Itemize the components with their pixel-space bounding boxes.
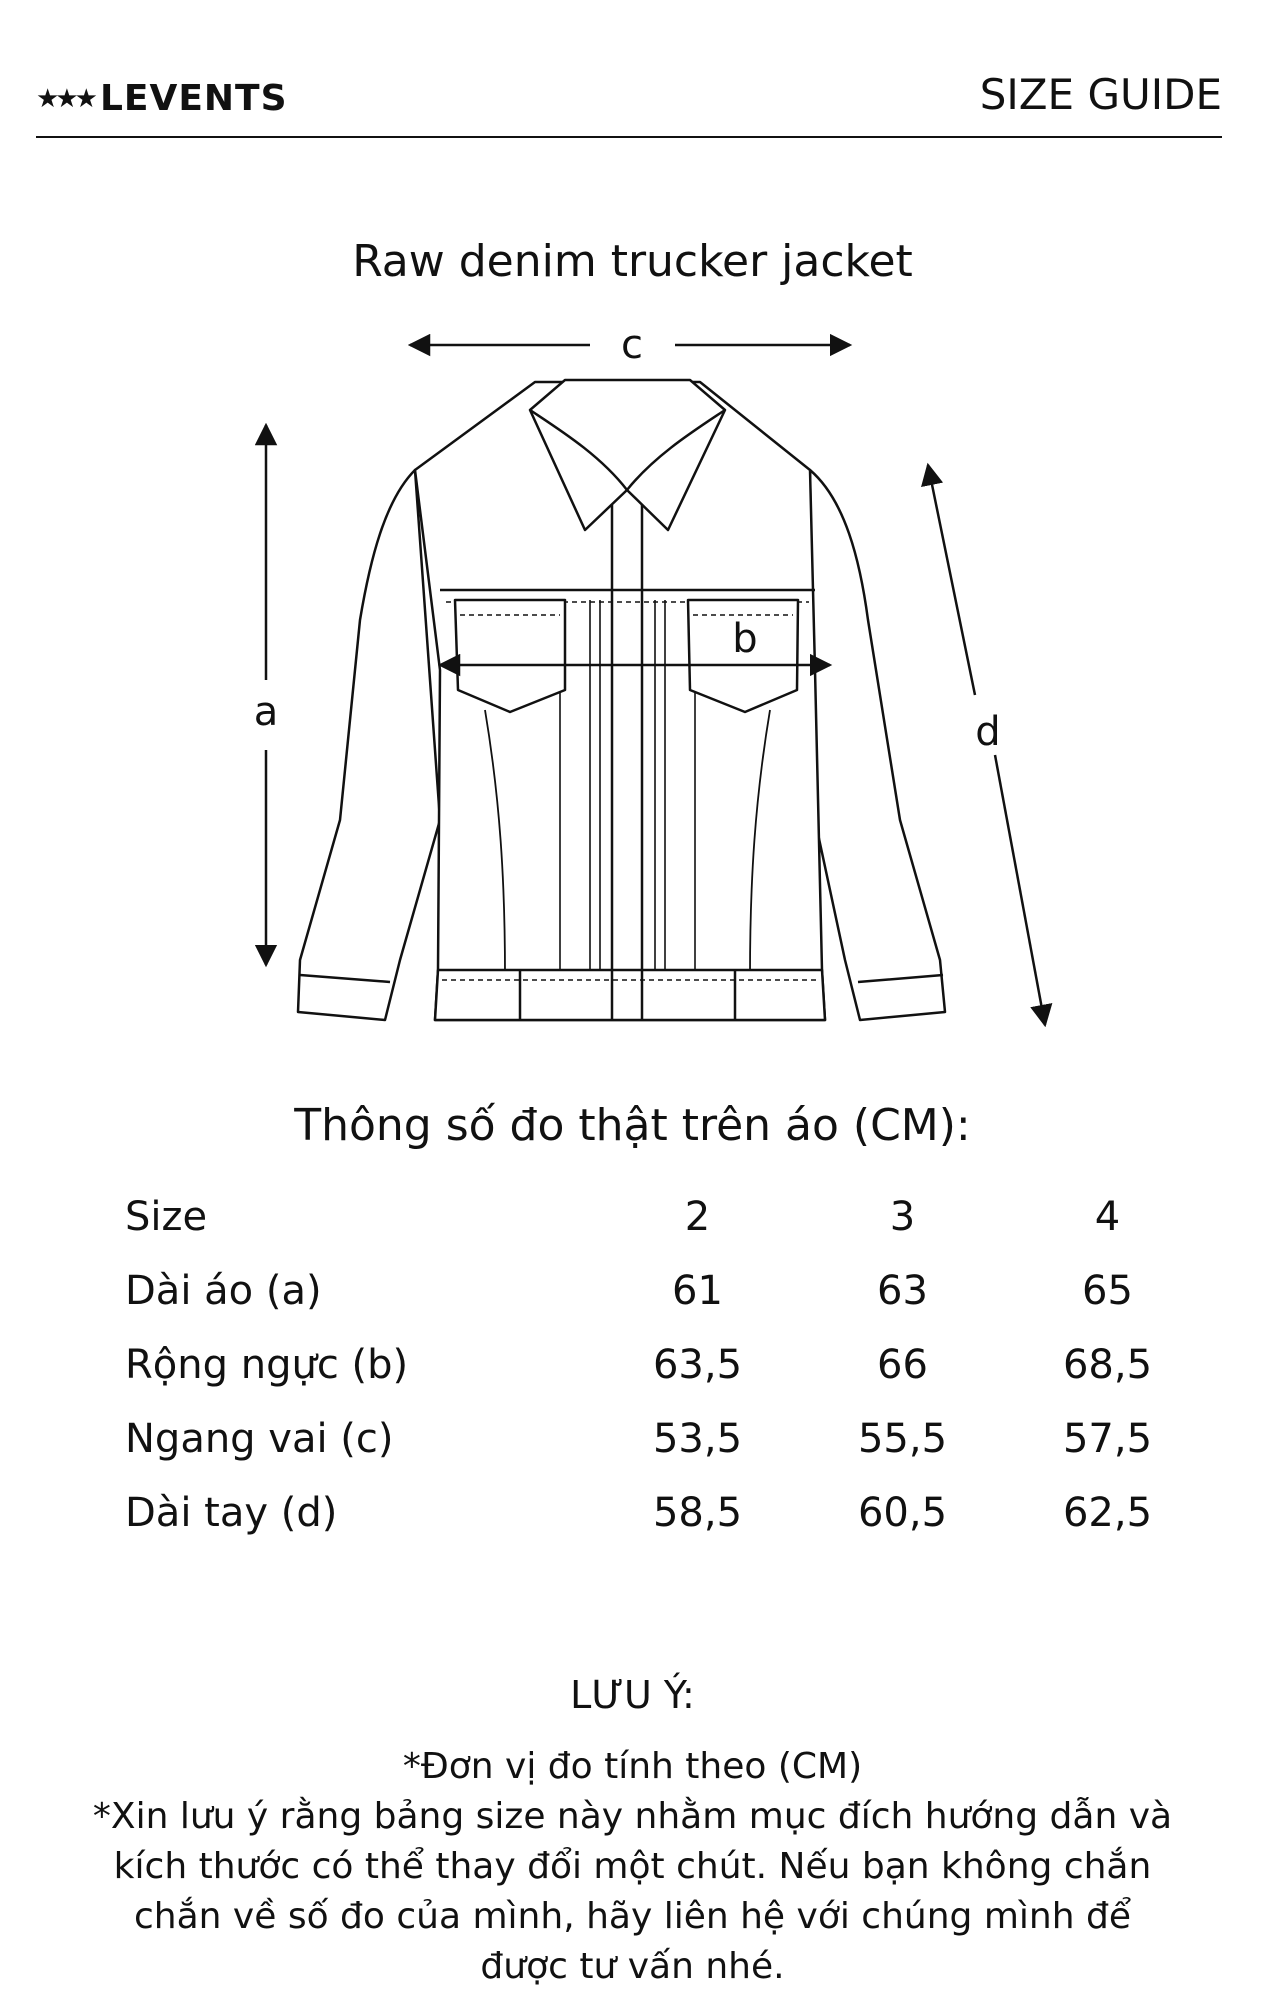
table-cell: 61 [672, 1268, 723, 1314]
table-row [125, 1476, 1210, 1550]
table-cell: 63 [877, 1268, 928, 1314]
brand-logo [36, 78, 288, 119]
label-b: b [732, 616, 758, 662]
row-label: Rộng ngực (b) [125, 1342, 409, 1388]
table-cell: 57,5 [1062, 1416, 1153, 1462]
brand-name: LEVENTS [99, 78, 288, 119]
left-sleeve [298, 470, 440, 1020]
notes-title: LƯU Ý: [570, 1673, 695, 1717]
table-row [125, 1254, 1210, 1328]
jacket-illustration [298, 380, 945, 1020]
column-header: Size [125, 1194, 208, 1240]
table-cell: 63,5 [652, 1342, 743, 1388]
product-title: Raw denim trucker jacket [352, 236, 913, 287]
table-cell: 62,5 [1062, 1490, 1153, 1536]
arrow-d-top [928, 465, 975, 695]
table-cell: 55,5 [857, 1416, 948, 1462]
table-cell: 65 [1082, 1268, 1133, 1314]
label-c: c [621, 322, 643, 368]
table-cell: 60,5 [857, 1490, 948, 1536]
label-a: a [253, 689, 279, 735]
notes-disclaimer: *Xin lưu ý rằng bảng size này nhằm mục đích hướng dẫn và kích thước có thể thay đổi một chút. Nếu bạn không chắn chắn về số đo của mình, hãy liên hệ với chúng mình để được tư vấn nhé. [92, 1796, 1173, 1987]
guide-title: SIZE GUIDE [979, 70, 1222, 119]
label-d: d [975, 709, 1001, 755]
row-label: Dài áo (a) [125, 1268, 322, 1314]
table-row [125, 1402, 1210, 1476]
column-header: 2 [684, 1194, 711, 1240]
table-header-row [125, 1180, 1210, 1254]
page-header [36, 70, 1222, 138]
row-label: Ngang vai (c) [125, 1416, 394, 1462]
brand-stars-icon: ★★★ [36, 83, 94, 114]
notes-section [0, 1670, 1265, 1992]
table-cell: 58,5 [652, 1490, 743, 1536]
table-row [125, 1328, 1210, 1402]
jacket-diagram [0, 320, 1265, 1060]
table-cell: 68,5 [1062, 1342, 1153, 1388]
row-label: Dài tay (d) [125, 1490, 338, 1536]
table-cell: 53,5 [652, 1416, 743, 1462]
left-pocket [455, 600, 565, 712]
waistband [435, 970, 825, 1020]
column-header: 3 [889, 1194, 916, 1240]
right-sleeve [810, 470, 945, 1020]
table-cell: 66 [877, 1342, 928, 1388]
column-header: 4 [1094, 1194, 1121, 1240]
size-table [125, 1180, 1210, 1550]
notes-unit: *Đơn vị đo tính theo (CM) [402, 1746, 863, 1787]
arrow-d-bottom [995, 755, 1045, 1025]
measurements-title: Thông số đo thật trên áo (CM): [294, 1100, 971, 1151]
